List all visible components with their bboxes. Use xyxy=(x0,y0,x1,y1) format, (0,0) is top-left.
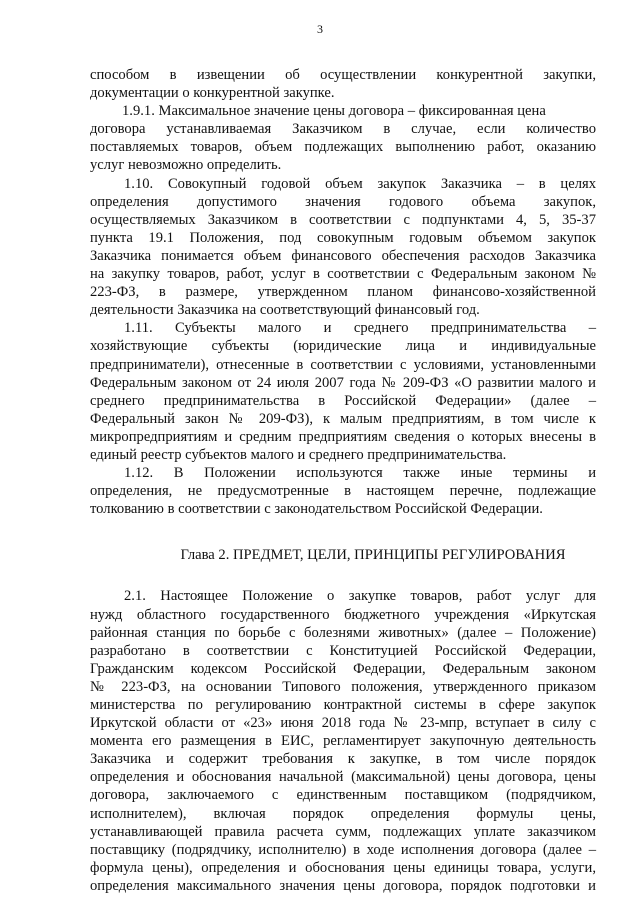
text-line: определения и обоснования начальной (максимальной) цены договора, цены xyxy=(90,769,596,786)
text-line: исполнителем), включая порядок определения формулы цены, xyxy=(90,805,596,822)
text-line: хозяйствующие субъекты (юридические лица и индивидуальные xyxy=(90,338,596,355)
text-line: Заказчика понимается объем финансового обеспечения расходов Заказчика xyxy=(90,247,596,264)
text-line: 1.10. Совокупный годовой объем закупок Заказчика – в целях xyxy=(124,175,596,192)
text-line: № 223-ФЗ, на основании Типового положения, утвержденного приказом xyxy=(90,678,596,695)
document-body xyxy=(90,66,596,895)
text-line: министерства по регулированию контрактной системы в сфере закупок xyxy=(90,697,596,713)
text-line: договора, заключаемого с единственным поставщиком (подрядчиком, xyxy=(90,787,596,804)
text-line: момента его размещения в ЕИС, регламентирует закупочную деятельность xyxy=(90,733,596,750)
text-line: предприниматели), отнесенные в соответствии с условиями, установленными xyxy=(90,356,596,373)
text-line: договора устанавливаемая Заказчиком в случае, если количество xyxy=(90,121,596,138)
text-line: 1.9.1. Максимальное значение цены договора – фиксированная цена xyxy=(122,103,546,120)
text-line: 1.12. В Положении используются также иные термины и xyxy=(124,465,596,482)
text-line: формула цены), определения и обоснования цены единицы товара, услуги, xyxy=(90,859,596,876)
text-line: определения, не предусмотренные в настоящем перечне, подлежащие xyxy=(90,483,596,500)
paragraph-1-9-1 xyxy=(90,102,596,174)
text-line: устанавливающей правила расчета сумм, подлежащих уплате заказчиком xyxy=(90,823,596,840)
text-line: поставляемых товаров, объем подлежащих выполнению работ, оказанию xyxy=(90,139,596,156)
paragraph-1-11 xyxy=(90,319,596,464)
text-line: документации о конкурентной закупке. xyxy=(90,85,335,102)
paragraph-1-10 xyxy=(90,175,596,320)
text-line: пункта 19.1 Положения, под совокупным годовым объемом закупок xyxy=(90,229,596,246)
text-line: единый реестр субъектов малого и среднего предпринимательства. xyxy=(90,446,507,463)
text-line: нужд областного государственного бюджетного учреждения «Иркутская xyxy=(90,606,596,623)
text-line: Заказчика и содержит требования к закупке, в том числе порядок xyxy=(90,751,596,768)
chapter-title: Глава 2. ПРЕДМЕТ, ЦЕЛИ, ПРИНЦИПЫ РЕГУЛИРОВАНИЯ xyxy=(180,547,566,564)
text-line: деятельности Заказчика на соответствующий финансовый год. xyxy=(90,302,480,319)
spacer xyxy=(90,518,596,546)
text-line: 2.1. Настоящее Положение о закупке товаров, работ услуг для xyxy=(124,588,596,605)
text-line: Гражданским кодексом Российской Федерации, Федеральным законом xyxy=(90,660,596,677)
text-line: услуг невозможно определить. xyxy=(90,157,282,174)
paragraph-2-1 xyxy=(90,587,596,895)
text-line: определения допустимого значения годового объема закупок, xyxy=(90,193,596,210)
page-number: 3 xyxy=(317,22,323,36)
text-line: Федеральным законом от 24 июля 2007 года № 209-ФЗ «О развитии малого и xyxy=(90,374,596,391)
text-line: 1.11. Субъекты малого и среднего предпринимательства – xyxy=(124,320,596,337)
text-line: Иркутской области от «23» июня 2018 года № 23-мпр, вступает в силу с xyxy=(90,715,596,732)
text-line: на закупку товаров, работ, услуг в соответствии с Федеральным законом № xyxy=(90,266,596,283)
text-line: разработано в соответствии с Конституцией Российской Федерации, xyxy=(90,642,596,659)
text-line: 223-ФЗ, в размере, утвержденном планом финансово-хозяйственной xyxy=(90,284,596,301)
text-line: толкованию в соответствии с законодательством Российской Федерации. xyxy=(90,501,543,518)
text-line: способом в извещении об осуществлении конкурентной закупки, xyxy=(90,67,596,83)
text-line: осуществляемых Заказчиком в соответствии с подпунктами 4, 5, 35-37 xyxy=(90,211,596,228)
text-line: поставщику (подрядчику, исполнителю) в ходе исполнения договора (далее – xyxy=(90,841,596,858)
paragraph-continuation xyxy=(90,66,596,102)
text-line: определения максимального значения цены договора, порядок подготовки и xyxy=(90,877,596,894)
text-line: Федеральный закон № 209-ФЗ), к малым предприятиям, в том числе к xyxy=(90,410,596,427)
paragraph-1-12 xyxy=(90,464,596,518)
text-line: микропредприятиям и средним предприятиям сведения о которых внесены в xyxy=(90,428,596,445)
text-line: среднего предпринимательства в Российской Федерации» (далее – xyxy=(90,392,596,409)
text-line: районная станция по борьбе с болезнями животных» (далее – Положение) xyxy=(90,624,596,641)
spacer xyxy=(90,564,596,587)
